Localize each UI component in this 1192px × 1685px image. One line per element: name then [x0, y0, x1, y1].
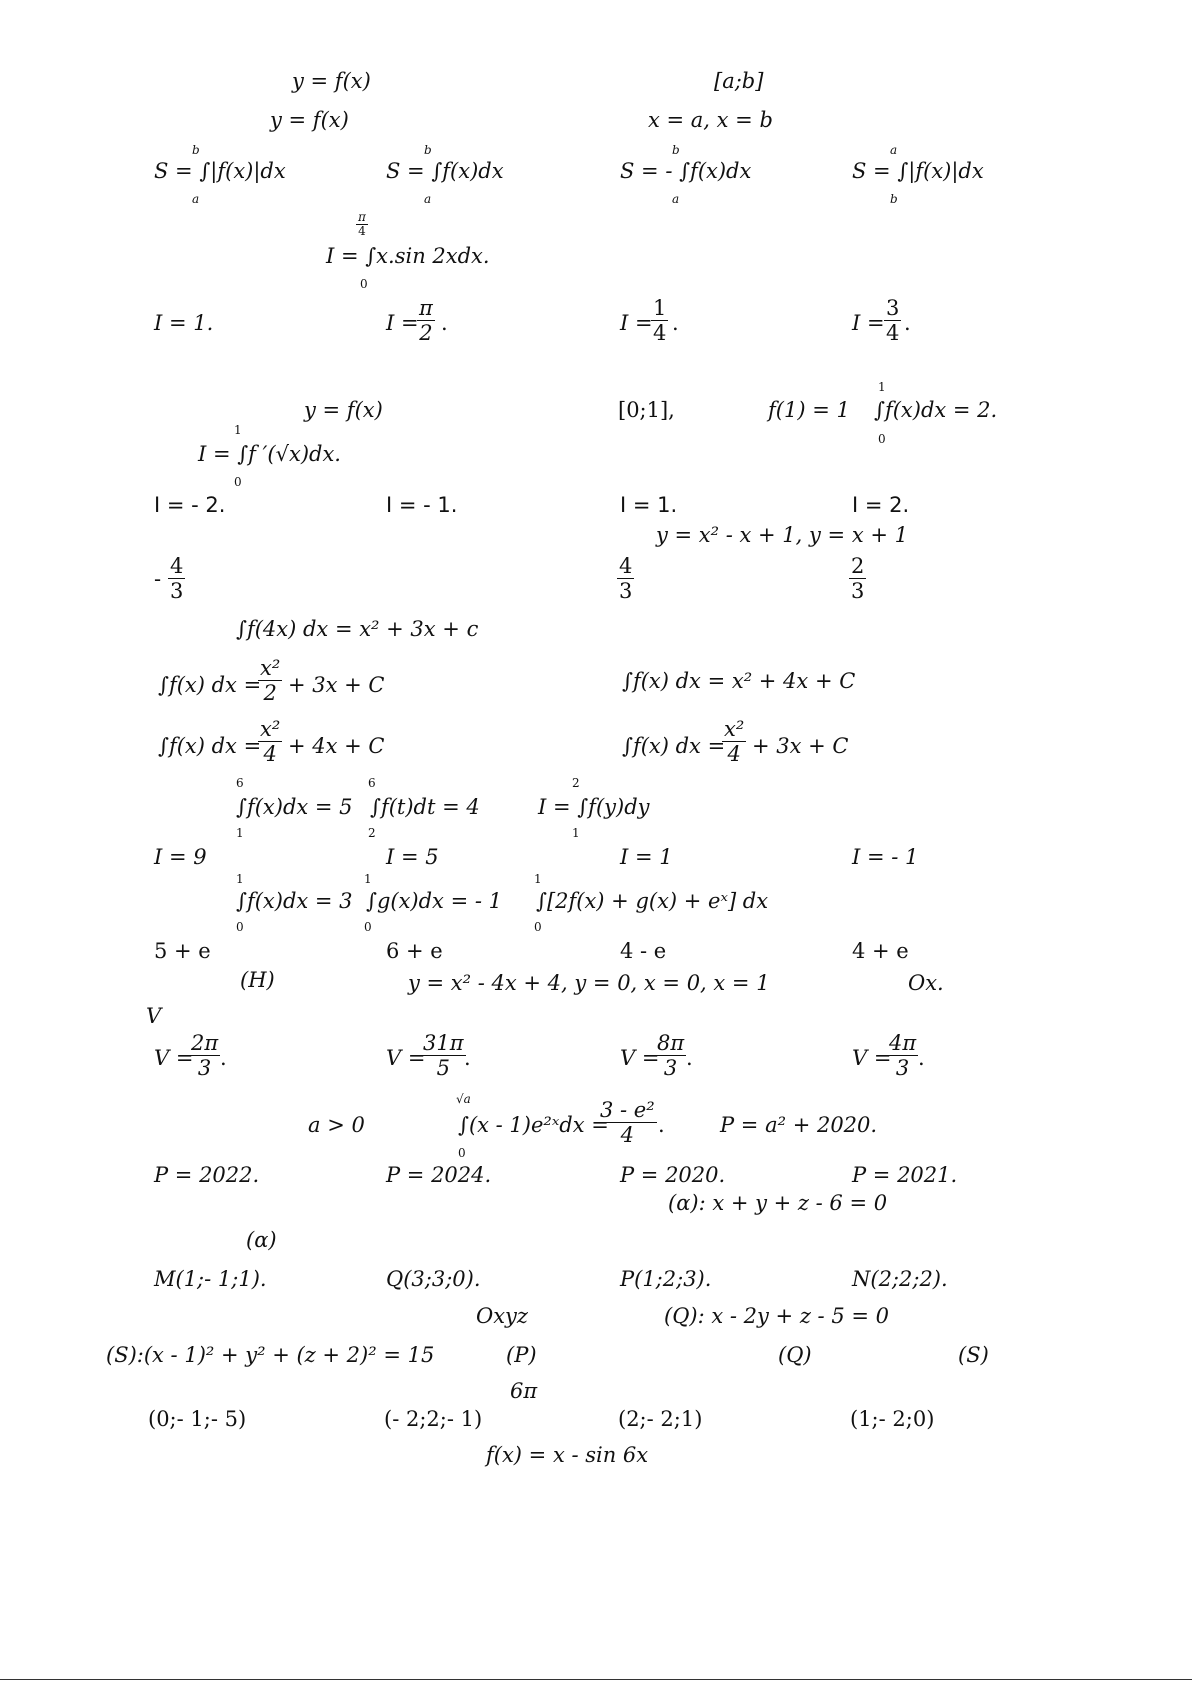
q7-option-b: 6 + e [386, 939, 443, 963]
q8-a-pre: V = [154, 1046, 194, 1070]
q11-p-ref: (P) [506, 1343, 537, 1367]
q7-given1-upper: 1 [236, 872, 244, 886]
q6-option-a: I = 9 [154, 845, 207, 869]
q5-a-pre: ∫f(x) dx = [158, 673, 262, 697]
q6-given2-upper: 6 [368, 776, 376, 790]
q6-given1: ∫f(x)dx = 5 [236, 795, 353, 819]
q8-c-post: . [686, 1046, 693, 1070]
q5-d-den: 4 [727, 742, 741, 766]
q2-upper-den: 4 [358, 224, 366, 238]
q6-given1-lower: 1 [236, 826, 244, 840]
q11-length: 6π [510, 1379, 538, 1403]
q1-d-upper: a [890, 143, 898, 157]
q9-rhs-den: 4 [620, 1123, 635, 1147]
q4-a-sign: - [154, 567, 162, 591]
q4-d-fraction [849, 554, 866, 603]
q11-option-a: (0;- 1;- 5) [148, 1407, 247, 1431]
q3-value: f(1) = 1 [768, 398, 850, 422]
q5-d-num: x² [724, 717, 745, 741]
q4-a-num: 4 [170, 554, 184, 578]
q4-curves: y = x² - x + 1, y = x + 1 [656, 523, 908, 547]
q1-option-a: S = ∫|f(x)|dx [154, 159, 286, 183]
q1-a-upper: b [192, 143, 200, 157]
q9-option-b: P = 2024. [386, 1163, 492, 1187]
q8-a-den: 3 [197, 1056, 212, 1080]
q9-rhs-num: 3 - e² [600, 1098, 655, 1122]
q3-given-lower: 0 [878, 432, 886, 446]
q2-upper-num: π [358, 210, 366, 224]
q10-option-d: N(2;2;2). [852, 1267, 948, 1291]
q6-upper-limit: 2 [572, 776, 580, 790]
q7-option-c: 4 - e [620, 939, 667, 963]
q7-given2-lower: 0 [364, 920, 372, 934]
q7-given1: ∫f(x)dx = 3 [236, 889, 353, 913]
q4-a-den: 3 [170, 579, 184, 603]
q8-a-fraction [189, 1031, 220, 1080]
q8-region: (H) [240, 968, 275, 992]
q4-c-fraction [617, 554, 634, 603]
q9-expression: P = a² + 2020. [720, 1113, 878, 1137]
q8-d-post: . [918, 1046, 925, 1070]
q1-d-lower: b [890, 192, 898, 206]
q7-given2-upper: 1 [364, 872, 372, 886]
q8-a-num: 2π [191, 1031, 219, 1055]
q8-curves: y = x² - 4x + 4, y = 0, x = 0, x = 1 [408, 971, 770, 995]
q1-option-b: S = ∫f(x)dx [386, 159, 504, 183]
q10-option-c: P(1;2;3). [620, 1267, 712, 1291]
q9-period: . [658, 1113, 665, 1137]
q7-upper-limit: 1 [534, 872, 542, 886]
q4-a-fraction [168, 554, 185, 603]
q6-option-c: I = 1 [620, 845, 673, 869]
q5-given: ∫f(4x) dx = x² + 3x + c [236, 617, 479, 641]
q11-option-c: (2;- 2;1) [618, 1407, 703, 1431]
q1-b-upper: b [424, 143, 432, 157]
q11-q-ref: (Q) [778, 1343, 812, 1367]
q8-a-post: . [220, 1046, 227, 1070]
q2-d-num: 3 [886, 296, 900, 320]
q8-b-pre: V = [386, 1046, 426, 1070]
q7-given1-lower: 0 [236, 920, 244, 934]
q1-a-lower: a [192, 192, 200, 206]
q2-d-fraction [884, 296, 901, 345]
q3-function: y = f(x) [304, 398, 383, 422]
q3-lower-limit: 0 [234, 475, 242, 489]
q10-plane: (α): x + y + z - 6 = 0 [668, 1191, 888, 1215]
q8-b-den: 5 [436, 1056, 450, 1080]
q11-option-d: (1;- 2;0) [850, 1407, 935, 1431]
q8-c-pre: V = [620, 1046, 660, 1070]
q2-d-den: 4 [886, 321, 900, 345]
q8-axis: Ox. [908, 971, 944, 995]
q1-function-2: y = f(x) [270, 108, 349, 132]
q5-option-b: ∫f(x) dx = x² + 4x + C [622, 669, 856, 693]
q2-b-post: . [441, 311, 448, 335]
q11-plane: (Q): x - 2y + z - 5 = 0 [664, 1304, 889, 1328]
q5-d-post: + 3x + C [752, 734, 849, 758]
q9-option-a: P = 2022. [154, 1163, 260, 1187]
q2-c-post: . [672, 311, 679, 335]
q5-c-num: x² [260, 717, 281, 741]
q8-d-pre: V = [852, 1046, 892, 1070]
q3-integral: I = ∫f ′(√x)dx. [198, 442, 341, 466]
q5-d-fraction [722, 717, 746, 766]
q8-c-den: 3 [663, 1056, 678, 1080]
q2-d-post: . [904, 311, 911, 335]
q9-condition: a > 0 [308, 1113, 365, 1137]
q12-function: f(x) = x - sin 6x [486, 1443, 649, 1467]
q6-given1-upper: 6 [236, 776, 244, 790]
q8-c-num: 8π [657, 1031, 685, 1055]
q2-c-num: 1 [653, 296, 667, 320]
q9-lower-limit: 0 [458, 1146, 466, 1160]
q2-b-pre: I = [386, 311, 419, 335]
q10-plane-ref: (α) [246, 1228, 277, 1252]
q3-option-d: I = 2. [852, 493, 910, 517]
q2-c-pre: I = [620, 311, 653, 335]
q9-option-d: P = 2021. [852, 1163, 958, 1187]
q1-lines: x = a, x = b [648, 108, 773, 132]
q3-option-b: I = - 1. [386, 493, 458, 517]
q2-option-a: I = 1. [154, 311, 214, 335]
q9-upper-limit: √a [456, 1092, 471, 1106]
q3-interval: [0;1], [618, 398, 675, 422]
q8-d-num: 4π [889, 1031, 917, 1055]
q8-d-den: 3 [895, 1056, 910, 1080]
q3-upper-limit: 1 [234, 423, 242, 437]
q2-b-num: π [419, 296, 433, 320]
page-bottom-divider [0, 1679, 1192, 1680]
q2-c-den: 4 [653, 321, 667, 345]
q9-option-c: P = 2020. [620, 1163, 726, 1187]
q2-d-pre: I = [852, 311, 885, 335]
q3-given: ∫f(x)dx = 2. [874, 398, 998, 422]
q10-option-a: M(1;- 1;1). [154, 1267, 267, 1291]
q2-b-den: 2 [419, 321, 433, 345]
q4-d-num: 2 [851, 554, 865, 578]
q1-b-lower: a [424, 192, 432, 206]
q5-c-post: + 4x + C [288, 734, 385, 758]
q2-lower-limit: 0 [360, 277, 368, 291]
q8-volume-symbol: V [146, 1004, 162, 1028]
q7-integral: ∫[2f(x) + g(x) + eˣ] dx [536, 889, 769, 913]
q2-integral: I = ∫x.sin 2xdx. [326, 244, 490, 268]
q6-given2: ∫f(t)dt = 4 [370, 795, 480, 819]
q6-integral: I = ∫f(y)dy [538, 795, 650, 819]
q1-option-d: S = ∫|f(x)|dx [852, 159, 984, 183]
q7-option-a: 5 + e [154, 939, 211, 963]
q3-given-upper: 1 [878, 380, 886, 394]
q8-c-fraction [655, 1031, 686, 1080]
q9-integral: ∫(x - 1)e²ˣdx = [458, 1113, 609, 1137]
q7-given2: ∫g(x)dx = - 1 [366, 889, 502, 913]
q3-option-a: I = - 2. [154, 493, 226, 517]
q4-c-den: 3 [619, 579, 633, 603]
q11-space: Oxyz [476, 1304, 528, 1328]
q5-c-pre: ∫f(x) dx = [158, 734, 262, 758]
q5-a-fraction [258, 656, 282, 705]
q8-b-fraction [421, 1031, 466, 1080]
q8-d-fraction [887, 1031, 918, 1080]
q5-d-pre: ∫f(x) dx = [622, 734, 726, 758]
q11-s-ref: (S) [958, 1343, 989, 1367]
q9-rhs-fraction [598, 1098, 657, 1147]
q6-option-d: I = - 1 [852, 845, 919, 869]
q11-sphere: (S):(x - 1)² + y² + (z + 2)² = 15 [106, 1343, 435, 1367]
q10-option-b: Q(3;3;0). [386, 1267, 481, 1291]
q1-c-lower: a [672, 192, 680, 206]
q6-option-b: I = 5 [386, 845, 439, 869]
q11-option-b: (- 2;2;- 1) [384, 1407, 483, 1431]
q6-given2-lower: 2 [368, 826, 376, 840]
q5-a-num: x² [260, 656, 281, 680]
q2-upper-limit [356, 211, 368, 238]
q2-b-fraction [417, 296, 435, 345]
q2-c-fraction [651, 296, 668, 345]
q3-option-c: I = 1. [620, 493, 678, 517]
q4-c-num: 4 [619, 554, 633, 578]
q8-b-num: 31π [423, 1031, 464, 1055]
q6-lower-limit: 1 [572, 826, 580, 840]
q5-c-fraction [258, 717, 282, 766]
q7-option-d: 4 + e [852, 939, 909, 963]
q5-a-den: 2 [263, 681, 277, 705]
q5-a-post: + 3x + C [288, 673, 385, 697]
q1-c-upper: b [672, 143, 680, 157]
q1-function: y = f(x) [292, 69, 371, 93]
q7-lower-limit: 0 [534, 920, 542, 934]
q4-d-den: 3 [851, 579, 865, 603]
q5-c-den: 4 [263, 742, 277, 766]
q1-option-c: S = - ∫f(x)dx [620, 159, 752, 183]
q8-b-post: . [464, 1046, 471, 1070]
q1-interval: [a;b] [714, 69, 764, 93]
